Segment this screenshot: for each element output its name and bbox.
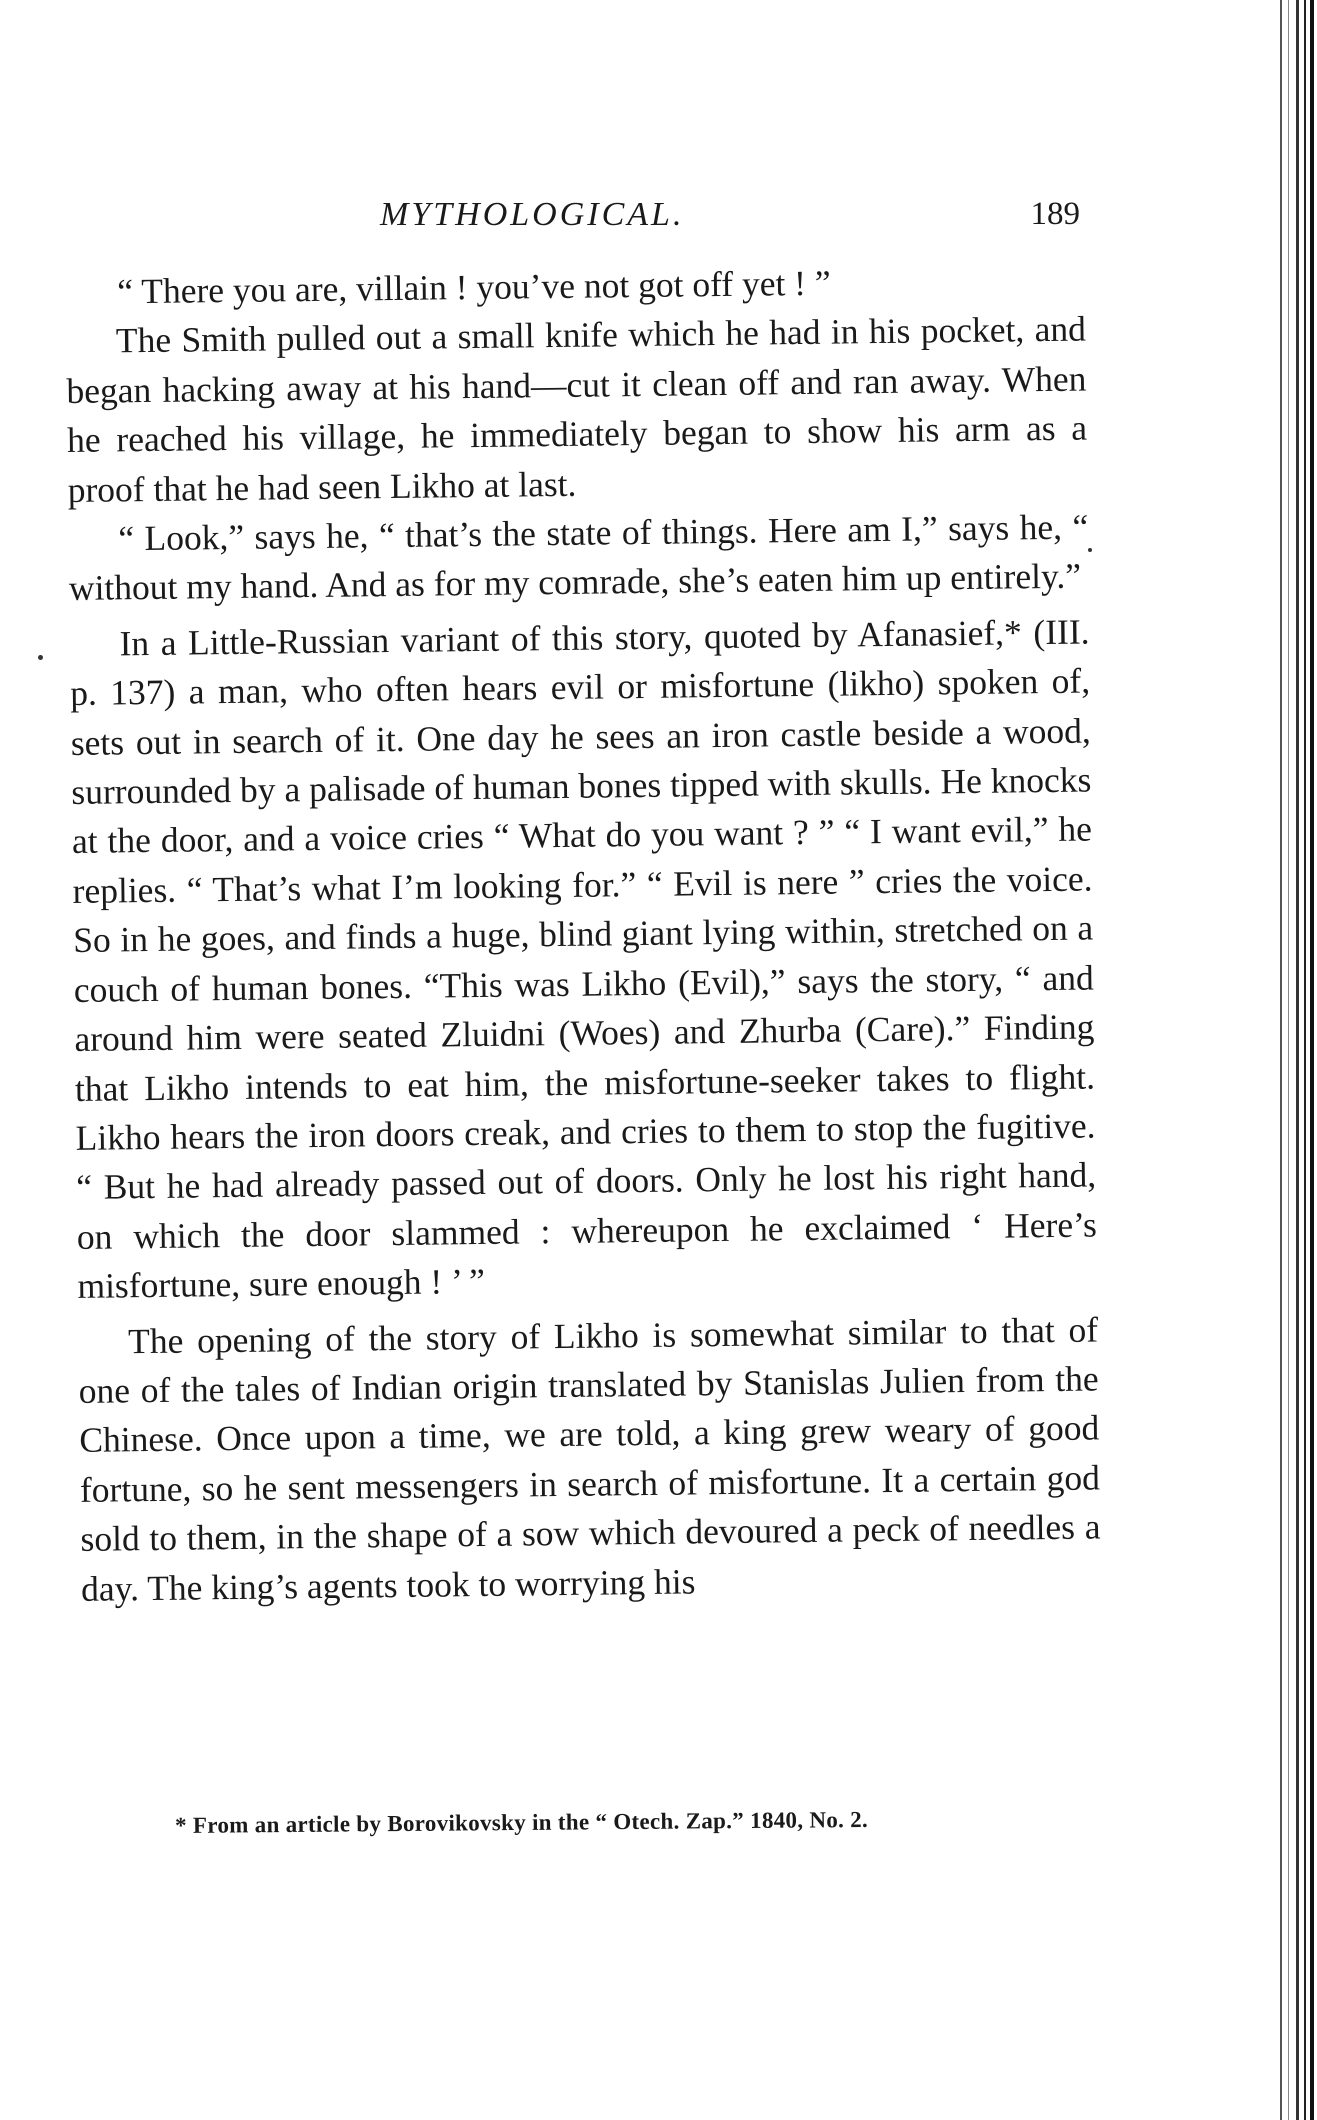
running-title: MYTHOLOGICAL. [380, 196, 685, 233]
paragraph: The opening of the story of Likho is somewhat similar to that of one of the tales of Indian origin translated by Stanislas Julien from the Chinese. Once upon a time, we are told, a king grew weary of good fortune, so he sent messengers in search of misfortune. It a certain god sold to them, in the shape of a sow which devoured a peck of needles a day. The king’s agents took to worrying his [78, 1308, 1101, 1609]
page-number: 189 [1030, 196, 1080, 232]
paragraph: “ There you are, villain ! you’ve not got off yet ! ” [117, 262, 831, 312]
body-text [65, 256, 1101, 1614]
page-edge-gutter [1250, 0, 1317, 2120]
paragraph: “ Look,” says he, “ that’s the state of things. Here am I,” says he, “ without my hand. And as for my comrade, she’s eaten him up entirely.” [68, 506, 1089, 609]
running-head [60, 196, 1080, 246]
paragraph: In a Little-Russian variant of this story, quoted by Afanasief,* (III. p. 137) a man, who often hears evil or misfortune (likho) spoken of, sets out in search of it. One day he sees an iron castle beside a wood, surrounded by a palisade of human bones tipped with skulls. He knocks at the door, and a voice cries “ What do you want ? ” “ I want evil,” he replies. “ That’s what I’m looking for.” “ Evil is nere ” cries the voice. So in he goes, and finds a huge, blind giant lying within, stretched on a couch of human bones. “This was Likho (Evil),” says the story, “ and around him were seated Zluidni (Woes) and Zhurba (Care).” Finding that Likho intends to eat him, the misfortune-seeker takes to flight. Likho hears the iron doors creak, and cries to them to stop the fugitive. “ But he had already passed out of doors. Only he lost his right hand, on which the door slammed : whereupon he exclaimed ‘ Here’s misfortune, sure enough ! ’ ” [69, 611, 1098, 1307]
paragraph: The Smith pulled out a small knife which he had in his pocket, and began hacking away at his hand—cut it clean off and ran away. When he reached his village, he immediately began to show his arm as a proof that he had seen Likho at last. [66, 308, 1088, 510]
margin-speck [38, 655, 43, 660]
footnote: * From an article by Borovikovsky in the “ Otech. Zap.” 1840, No. 2. [175, 1806, 869, 1838]
margin-speck [1088, 548, 1092, 552]
